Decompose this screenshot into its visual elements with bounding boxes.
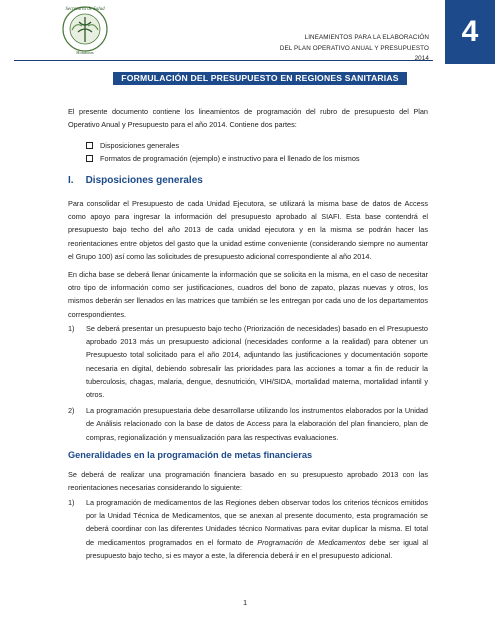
parts-list-item: Formatos de programación (ejemplo) e instructivo para el llenado de los mismos xyxy=(86,152,360,165)
document-title: FORMULACIÓN DEL PRESUPUESTO EN REGIONES SANITARIAS xyxy=(121,72,399,83)
checkbox-bullet-icon xyxy=(86,155,93,162)
header-line-1: LINEAMIENTOS PARA LA ELABORACIÓN xyxy=(304,34,429,41)
section-number-badge: 4 xyxy=(445,0,495,64)
section-2-heading: Generalidades en la programación de metas financieras xyxy=(68,450,313,460)
page-number: 1 xyxy=(243,598,248,607)
section-1-heading xyxy=(68,175,203,186)
secretaria-salud-logo xyxy=(58,2,112,56)
parts-list-item: Disposiciones generales xyxy=(86,139,360,152)
section-1-number: I. xyxy=(68,175,74,186)
section-2-list xyxy=(68,496,428,562)
header-rule xyxy=(14,60,433,61)
list-item: 1) Se deberá presentar un presupuesto bajo techo (Priorización de necesidades) basado en el Presupuesto aprobado 2013 más un presupuesto adicional (necesidades conforme a la realidad) para obtener un Presupuesto total solicitado para el año 2014, adjuntando las justificaciones y documentación soporte necesaria en digital, debiendo sobresalir las prioridades para las acciones a tomar a fin de reducir la tuberculosis, chagas, malaria, dengue, desnutrición, VIH/SIDA, mortalidad materna, mortalidad infantil y otros. xyxy=(68,324,428,400)
intro-paragraph: El presente documento contiene los lineamientos de programación del rubro de presupuesto del Plan Operativo Anual y Presupuesto para el año 2014. Contiene dos partes: xyxy=(68,107,428,130)
svg-text:Honduras: Honduras xyxy=(76,50,94,55)
section-1-title: Disposiciones generales xyxy=(85,175,203,186)
header-line-2: DEL PLAN OPERATIVO ANUAL Y PRESUPUESTO xyxy=(279,44,429,52)
list-item: 2) La programación presupuestaria debe desarrollarse utilizando los instrumentos elaborados por la Unidad de Análisis relacionado con la base de datos de Access para la elaboración del plan financiero, plan de compras, regionalización y mensualización para las respectivas evaluaciones. xyxy=(68,406,428,442)
parts-list xyxy=(86,139,360,165)
section-1-paragraph-1: Para consolidar el Presupuesto de cada Unidad Ejecutora, se utilizará la misma base de datos de Access como apoyo para ingresar la información del presupuesto aprobado al SIAFI. Esta base contendrá el presupuesto bajo techo del año 2013 de cada unidad ejecutora y en la misma se podrán hacer las reorientaciones entre objetos del gasto que la unidad estime conveniente (considerando siempre no aumentar el Grupo 100) así como las solicitudes de presupuesto adicional correspondiente al año 2014. xyxy=(68,199,428,261)
section-1-paragraph-2: En dicha base se deberá llenar únicamente la información que se solicita en la misma, en el caso de necesitar otro tipo de información como ser justificaciones, cuadros del bono de zapato, plazas nuevas y otros, los mismos deberán ser llenados en las matrices que también se les entregan por cada uno de los departamentos correspondientes. xyxy=(68,270,428,319)
section-2-paragraph-1: Se deberá de realizar una programación financiera basado en su presupuesto aprobado 2013 con las reorientaciones necesarias considerando lo siguiente: xyxy=(68,470,428,493)
svg-text:Secretaría de Salud: Secretaría de Salud xyxy=(65,7,105,12)
list-item: 1) La programación de medicamentos de las Regiones deben observar todos los criterios técnicos emitidos por la Unidad Técnica de Medicamentos, que se anexan al presente documento, esta programación se deberá coordinar con las diferentes Unidades técnico Normativas para evitar duplicar la misma. El total de medicamentos programados en el formato de Programación de Medicamentos debe ser igual al presupuesto bajo techo, si es mayor a este, la diferencia deberá ir en el presupuesto adicional. xyxy=(68,498,429,560)
checkbox-bullet-icon xyxy=(86,142,93,149)
header-year: 2014 xyxy=(414,55,429,62)
section-1-list xyxy=(68,322,428,444)
